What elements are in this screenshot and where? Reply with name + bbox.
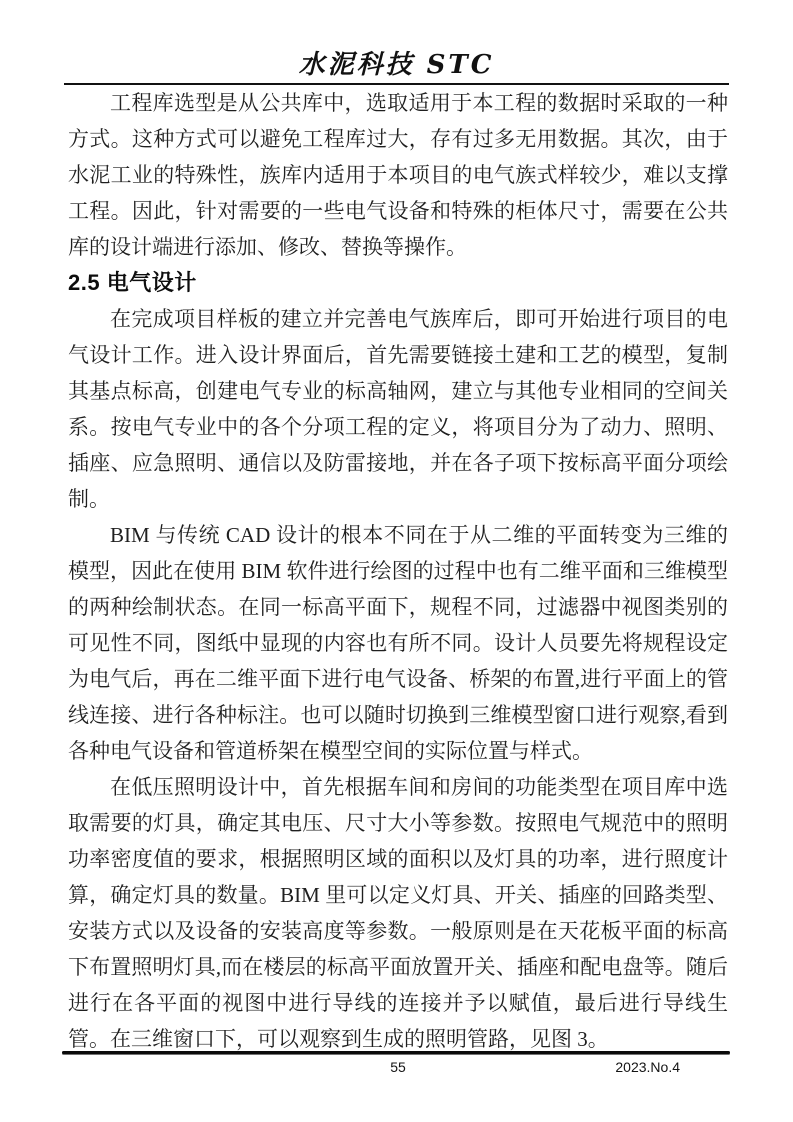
body-paragraph-4: 在低压照明设计中，首先根据车间和房间的功能类型在项目库中选取需要的灯具，确定其电压、尺寸大小等参数。按照电气规范中的照明功率密度值的要求，根据照明区域的面积以及灯具的功率，进行照度计算，确定灯具的数量。BIM 里可以定义灯具、开关、插座的回路类型、安装方式以及设备的安装高度等参数。一般原则是在天花板平面的标高下布置照明灯具,而在楼层的标高平面放置开关、插座和配电盘等。随后进行在各平面的视图中进行导线的连接并予以赋值，最后进行导线生管。在三维窗口下，可以观察到生成的照明管路，见图 3。	[68, 775, 728, 1051]
article-body	[68, 85, 728, 1057]
page-number: 55	[390, 1059, 406, 1075]
body-paragraph-3: BIM 与传统 CAD 设计的根本不同在于从二维的平面转变为三维的模型，因此在使用 BIM 软件进行绘图的过程中也有二维平面和三维模型的两种绘制状态。在同一标高平面下，规程不同，过滤器中视图类别的可见性不同，图纸中显现的内容也有所不同。设计人员要先将规程设定为电气后，再在二维平面下进行电气设备、桥架的布置,进行平面上的管线连接、进行各种标注。也可以随时切换到三维模型窗口进行观察,看到各种电气设备和管道桥架在模型空间的实际位置与样式。	[68, 523, 728, 763]
journal-title: 水泥科技 STC	[298, 50, 495, 80]
footer-rule	[62, 1051, 730, 1054]
body-paragraph-1: 工程库选型是从公共库中，选取适用于本工程的数据时采取的一种方式。这种方式可以避免工程库过大，存有过多无用数据。其次，由于水泥工业的特殊性，族库内适用于本项目的电气族式样较少，难以支撑工程。因此，针对需要的一些电气设备和特殊的柜体尺寸，需要在公共库的设计端进行添加、修改、替换等操作。	[68, 91, 728, 259]
issue-label: 2023.No.4	[615, 1059, 680, 1075]
body-paragraph-2: 在完成项目样板的建立并完善电气族库后，即可开始进行项目的电气设计工作。进入设计界面后，首先需要链接土建和工艺的模型，复制其基点标高，创建电气专业的标高轴网，建立与其他专业相同的空间关系。按电气专业中的各个分项工程的定义，将项目分为了动力、照明、插座、应急照明、通信以及防雷接地，并在各子项下按标高平面分项绘制。	[68, 307, 728, 511]
section-heading: 2.5 电气设计	[68, 270, 197, 295]
